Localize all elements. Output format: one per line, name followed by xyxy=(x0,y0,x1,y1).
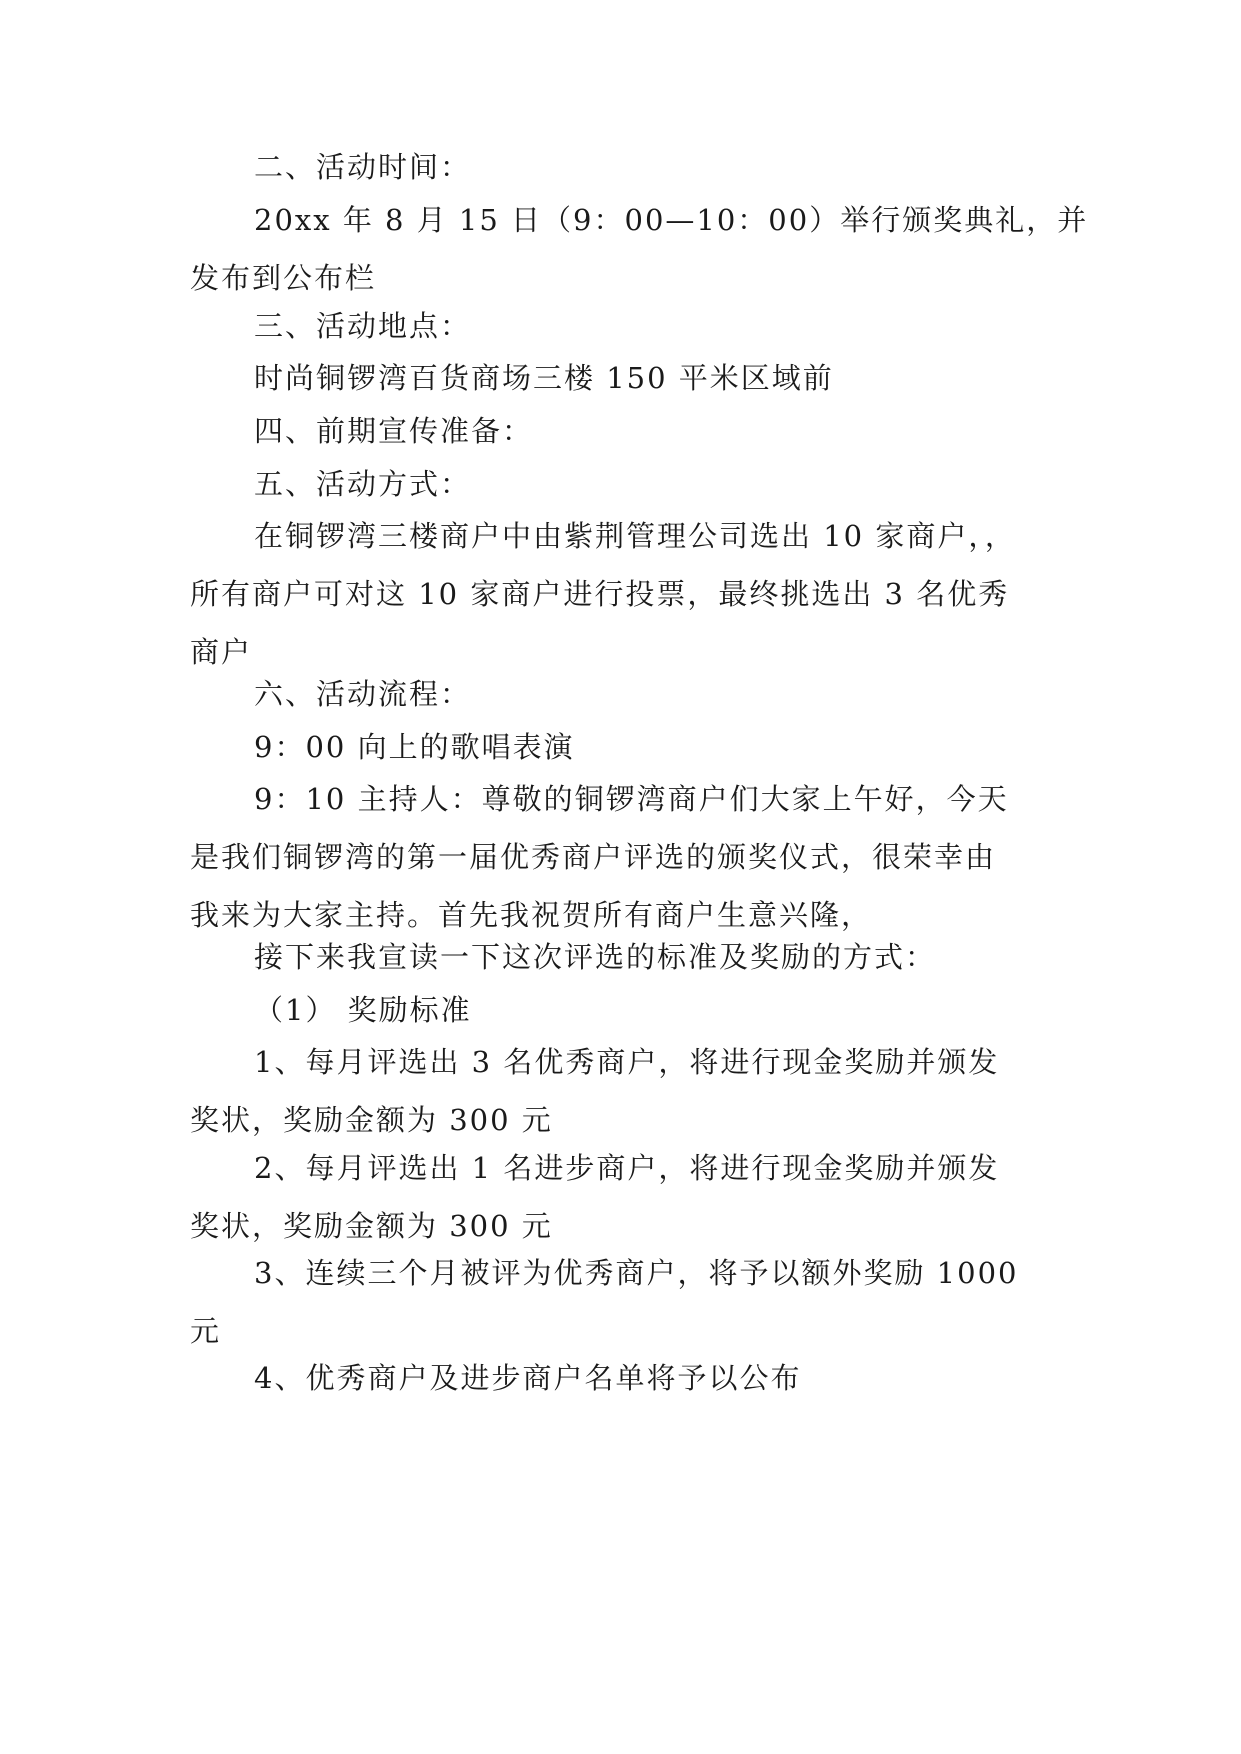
paragraph-criteria-intro xyxy=(190,928,1060,986)
text-line: 在铜锣湾三楼商户中由紫荆管理公司选出 10 家商户，， xyxy=(254,519,1016,553)
section-heading-location xyxy=(190,297,1060,355)
text-line: 五、活动方式： xyxy=(254,467,472,501)
text-line: 元 xyxy=(190,1314,222,1348)
text-line: 奖状，奖励金额为 300 元 xyxy=(190,1209,553,1243)
text-line: 四、前期宣传准备： xyxy=(254,414,534,448)
paragraph-method-detail xyxy=(190,507,1060,681)
paragraph-process-0900 xyxy=(190,718,1060,776)
paragraph-time-detail xyxy=(190,191,1089,307)
paragraph-process-0910 xyxy=(190,770,1060,944)
paragraph-location-detail xyxy=(190,349,1060,407)
text-line: 我来为大家主持。首先我祝贺所有商户生意兴隆， xyxy=(190,898,873,932)
text-line: 9：10 主持人：尊敬的铜锣湾商户们大家上午好，今天 xyxy=(254,782,1009,816)
list-item-2 xyxy=(190,1139,1060,1255)
text-line: 商户 xyxy=(190,635,253,669)
section-heading-method xyxy=(190,455,1060,513)
text-line: 发布到公布栏 xyxy=(190,261,377,295)
section-heading-time xyxy=(190,138,1060,196)
text-line: 六、活动流程： xyxy=(254,677,472,711)
list-item-3 xyxy=(190,1244,1060,1360)
list-item-1 xyxy=(190,1033,1060,1149)
text-line: 2、每月评选出 1 名进步商户，将进行现金奖励并颁发 xyxy=(254,1151,1000,1185)
list-item-4 xyxy=(190,1349,1060,1407)
text-line: 三、活动地点： xyxy=(254,309,472,343)
text-line: 4、优秀商户及进步商户名单将予以公布 xyxy=(254,1361,802,1395)
text-line: 20xx 年 8 月 15 日（9：00—10：00）举行颁奖典礼，并 xyxy=(254,203,1089,237)
section-heading-process xyxy=(190,665,1060,723)
text-line: 9：00 向上的歌唱表演 xyxy=(254,730,575,764)
text-line: 是我们铜锣湾的第一届优秀商户评选的颁奖仪式，很荣幸由 xyxy=(190,840,997,874)
text-line: 时尚铜锣湾百货商场三楼 150 平米区域前 xyxy=(254,361,834,395)
text-line: 奖状，奖励金额为 300 元 xyxy=(190,1103,553,1137)
text-line: （1） 奖励标准 xyxy=(254,993,472,1027)
section-heading-promotion xyxy=(190,402,1060,460)
text-line: 1、每月评选出 3 名优秀商户，将进行现金奖励并颁发 xyxy=(254,1045,1000,1079)
text-line: 接下来我宣读一下这次评选的标准及奖励的方式： xyxy=(254,940,937,974)
text-line: 3、连续三个月被评为优秀商户，将予以额外奖励 1000 xyxy=(254,1256,1019,1290)
text-line: 二、活动时间： xyxy=(254,150,472,184)
subheading-reward-standard xyxy=(190,981,1060,1039)
text-line: 所有商户可对这 10 家商户进行投票，最终挑选出 3 名优秀 xyxy=(190,577,1010,611)
